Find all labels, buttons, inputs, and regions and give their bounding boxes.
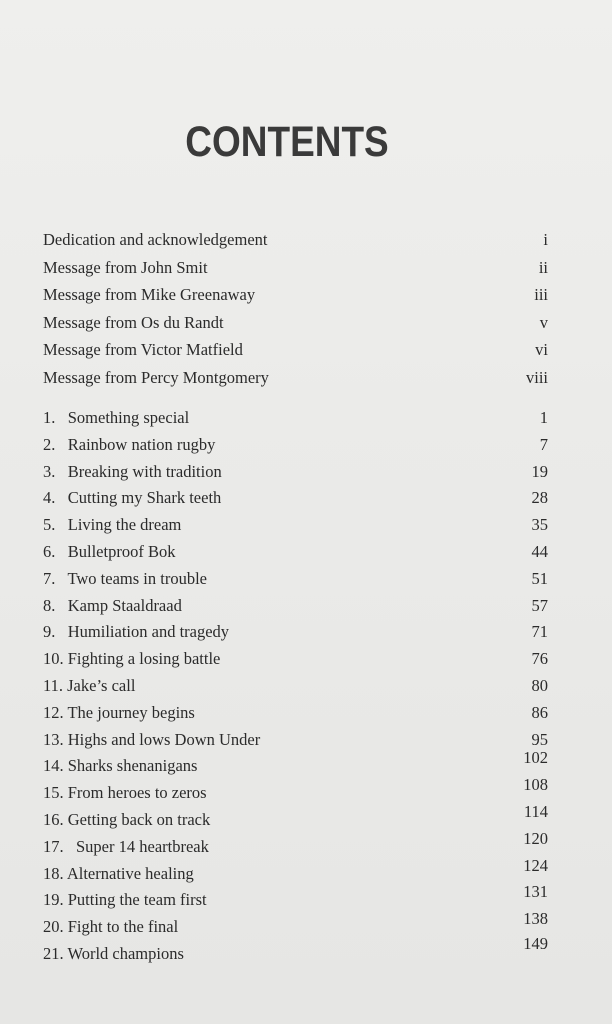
toc-entry-page: 28 [531, 488, 548, 508]
toc-entry-title: 21. World champions [43, 944, 184, 963]
toc-entry [43, 227, 548, 253]
toc-entry-title: 18. Alternative healing [43, 863, 194, 883]
toc-entry [43, 593, 548, 619]
toc-entry-page: 57 [531, 595, 548, 615]
toc-entry-page: viii [525, 367, 548, 387]
toc-entry-title: 1. Something special [43, 408, 190, 427]
toc-entry-title: 6. Bulletproof Bok [43, 542, 176, 561]
toc-entry-title: Message from John Smit [43, 257, 208, 277]
toc-entry [43, 619, 548, 645]
toc-entry-title: 4. Cutting my Shark teeth [43, 488, 222, 508]
toc-entry-page: 44 [531, 542, 548, 561]
toc-entry-title: 9. Humiliation and tragedy [43, 622, 230, 642]
toc-entry-title: 8. Kamp Staaldraad [43, 595, 182, 615]
toc-entry-page: 80 [531, 676, 548, 695]
toc-entry [43, 405, 548, 431]
toc-entry-page: 124 [523, 855, 548, 875]
toc-entry [43, 802, 548, 833]
toc-entry-page: 35 [531, 515, 548, 535]
toc-entry-page: 120 [523, 828, 548, 848]
toc-entry-title: Message from Victor Matfield [43, 340, 243, 359]
toc-entry [43, 566, 548, 592]
toc-entry-page: 149 [523, 934, 548, 953]
toc-entry [43, 673, 548, 699]
toc-entry-page: 108 [523, 775, 548, 795]
toc-entry [43, 459, 548, 485]
toc-entry-page: 131 [523, 882, 548, 902]
toc-entry-page: 102 [523, 748, 548, 768]
toc-entry-title: 7. Two teams in trouble [43, 568, 207, 588]
toc-entry [43, 748, 548, 779]
toc-entry [43, 828, 548, 860]
toc-entry-page: i [543, 230, 548, 249]
toc-entry-title: 10. Fighting a losing battle [43, 649, 221, 669]
toc-entry [43, 934, 548, 967]
toc-entry-page: 71 [531, 622, 548, 642]
toc-entry-page: v [539, 312, 548, 332]
toc-entry [43, 646, 548, 672]
toc-entry [43, 909, 548, 940]
toc-entry-page: 138 [523, 909, 548, 929]
toc-entry [43, 882, 548, 913]
toc-entry-title: 11. Jake’s call [43, 676, 136, 695]
toc-entry-title: 13. Highs and lows Down Under [43, 729, 261, 749]
toc-entry-title: 3. Breaking with tradition [43, 461, 222, 481]
toc-entry-title: 17. Super 14 heartbreak [43, 836, 209, 856]
toc-entry-title: Message from Mike Greenaway [43, 285, 256, 304]
toc-entry [43, 539, 548, 565]
page-title: CONTENTS [185, 118, 389, 166]
toc-entry [43, 310, 548, 336]
toc-entry-page: 1 [539, 408, 548, 427]
toc-entry-title: 14. Sharks shenanigans [43, 756, 198, 776]
toc-entry-title: Dedication and acknowledgement [43, 230, 268, 249]
toc-entry [43, 365, 548, 391]
toc-entry-page: 51 [531, 568, 548, 588]
toc-entry [43, 727, 548, 753]
toc-entry-page: 114 [523, 802, 548, 821]
toc-entry [43, 485, 548, 511]
toc-entry [43, 512, 548, 538]
toc-entry-page: 86 [531, 702, 548, 722]
toc-entry-page: 95 [531, 729, 548, 749]
toc-entry-page: vi [535, 340, 548, 359]
toc-entry [43, 775, 548, 806]
toc-entry [43, 855, 548, 887]
toc-entry [43, 255, 548, 281]
toc-entry-page: ii [538, 257, 548, 277]
toc-entry [43, 432, 548, 458]
toc-entry [43, 282, 548, 308]
toc-entry-title: 15. From heroes to zeros [43, 783, 207, 803]
toc-entry-title: 12. The journey begins [43, 702, 195, 722]
toc-entry-title: Message from Percy Montgomery [43, 367, 269, 387]
toc-entry-page: 19 [531, 461, 548, 481]
toc-entry-title: 20. Fight to the final [43, 917, 179, 937]
toc-entry [43, 337, 548, 363]
toc-entry-title: 2. Rainbow nation rugby [43, 434, 216, 454]
toc-entry-title: 16. Getting back on track [43, 810, 211, 829]
toc-entry-page: 76 [531, 649, 548, 669]
toc-entry-title: 5. Living the dream [43, 515, 182, 535]
toc-entry-title: 19. Putting the team first [43, 890, 207, 910]
toc-entry-title: Message from Os du Randt [43, 312, 224, 332]
toc-entry-page: iii [534, 285, 548, 304]
toc-entry [43, 700, 548, 726]
toc-entry-page: 7 [539, 434, 548, 454]
